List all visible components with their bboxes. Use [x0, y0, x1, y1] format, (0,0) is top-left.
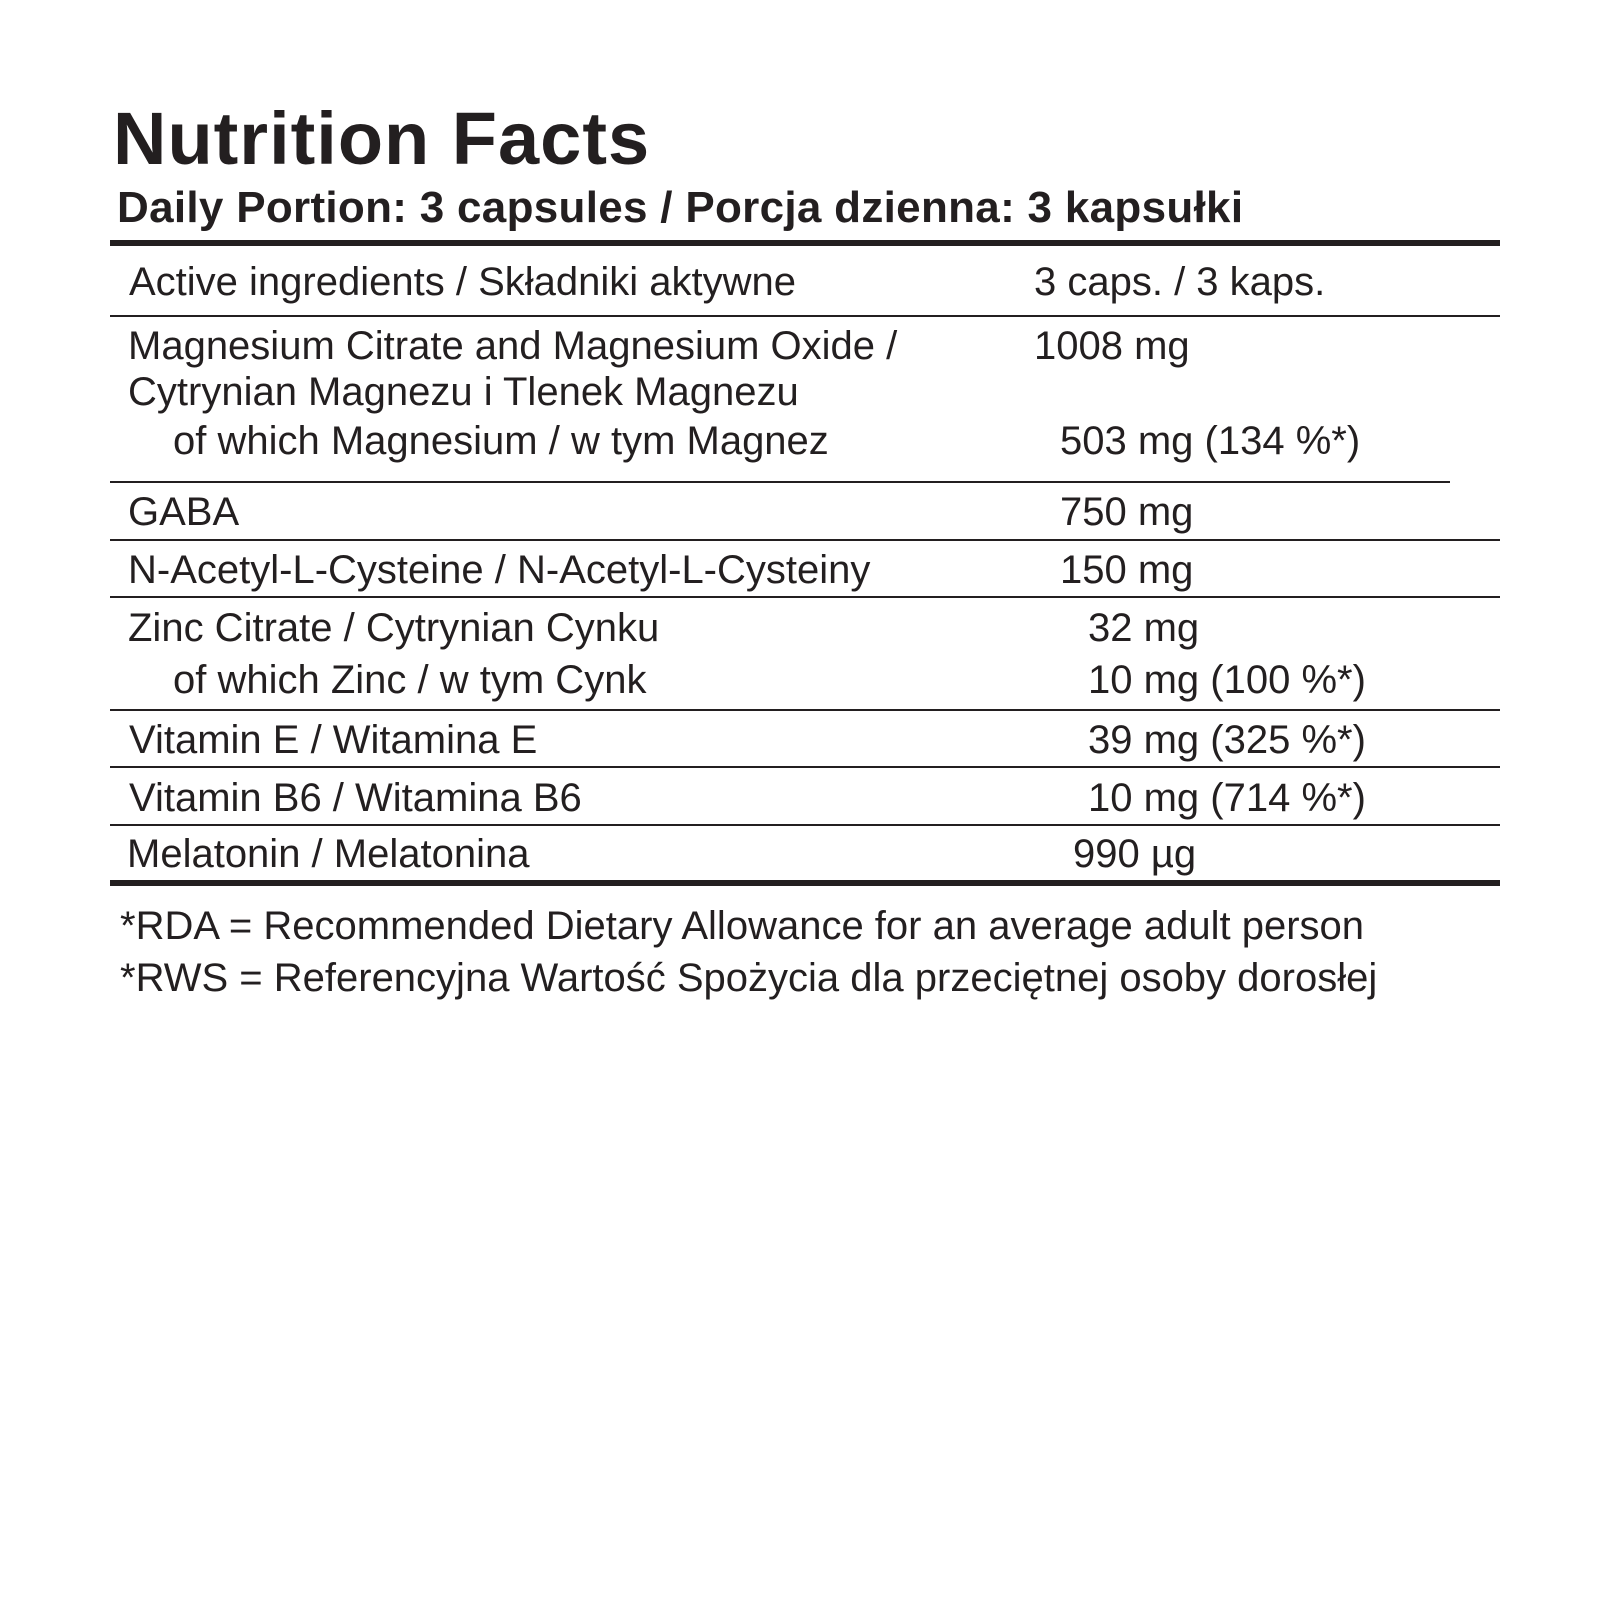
header-ingredients-label: Active ingredients / Składniki aktywne	[129, 260, 796, 304]
ingredient-vitamin-b6-amount: 10 mg (714 %*)	[1088, 776, 1366, 820]
ingredient-gaba-amount: 750 mg	[1060, 490, 1194, 534]
ingredient-zinc-sub-amount: 10 mg (100 %*)	[1088, 658, 1366, 702]
row-divider	[110, 596, 1500, 598]
ingredient-zinc-amount: 32 mg	[1088, 606, 1200, 650]
ingredient-gaba-name: GABA	[128, 490, 240, 534]
header-amount-label: 3 caps. / 3 kaps.	[1034, 260, 1326, 304]
ingredient-magnesium-name-line2: Cytrynian Magnezu i Tlenek Magnezu	[128, 370, 799, 414]
ingredient-nac-amount: 150 mg	[1060, 548, 1194, 592]
row-divider	[110, 481, 1450, 483]
ingredient-vitamin-b6-name: Vitamin B6 / Witamina B6	[129, 776, 582, 820]
ingredient-zinc-sub-name: of which Zinc / w tym Cynk	[173, 658, 647, 702]
ingredient-magnesium-sub-amount: 503 mg (134 %*)	[1060, 419, 1361, 463]
daily-portion: Daily Portion: 3 capsules / Porcja dzienna: 3 kapsułki	[117, 183, 1244, 232]
ingredient-magnesium-amount: 1008 mg	[1034, 324, 1190, 368]
row-divider	[110, 539, 1500, 541]
bottom-thick-divider	[110, 880, 1500, 886]
row-divider	[110, 766, 1500, 768]
footnote-rda: *RDA = Recommended Dietary Allowance for an average adult person	[120, 904, 1365, 948]
page-title: Nutrition Facts	[113, 97, 651, 180]
ingredient-zinc-name: Zinc Citrate / Cytrynian Cynku	[128, 606, 660, 650]
top-thick-divider	[110, 240, 1500, 246]
ingredient-magnesium-name-line1: Magnesium Citrate and Magnesium Oxide /	[128, 324, 898, 368]
ingredient-nac-name: N-Acetyl-L-Cysteine / N-Acetyl-L-Cysteiny	[128, 548, 871, 592]
row-divider	[110, 709, 1500, 711]
ingredient-vitamin-e-name: Vitamin E / Witamina E	[129, 718, 538, 762]
ingredient-magnesium-sub-name: of which Magnesium / w tym Magnez	[173, 419, 829, 463]
ingredient-vitamin-e-amount: 39 mg (325 %*)	[1088, 718, 1366, 762]
row-divider	[110, 824, 1500, 826]
footnote-rws: *RWS = Referencyjna Wartość Spożycia dla przeciętnej osoby dorosłej	[120, 956, 1378, 1000]
ingredient-melatonin-name: Melatonin / Melatonina	[127, 832, 530, 876]
row-divider	[110, 315, 1500, 317]
ingredient-melatonin-amount: 990 µg	[1073, 832, 1197, 876]
